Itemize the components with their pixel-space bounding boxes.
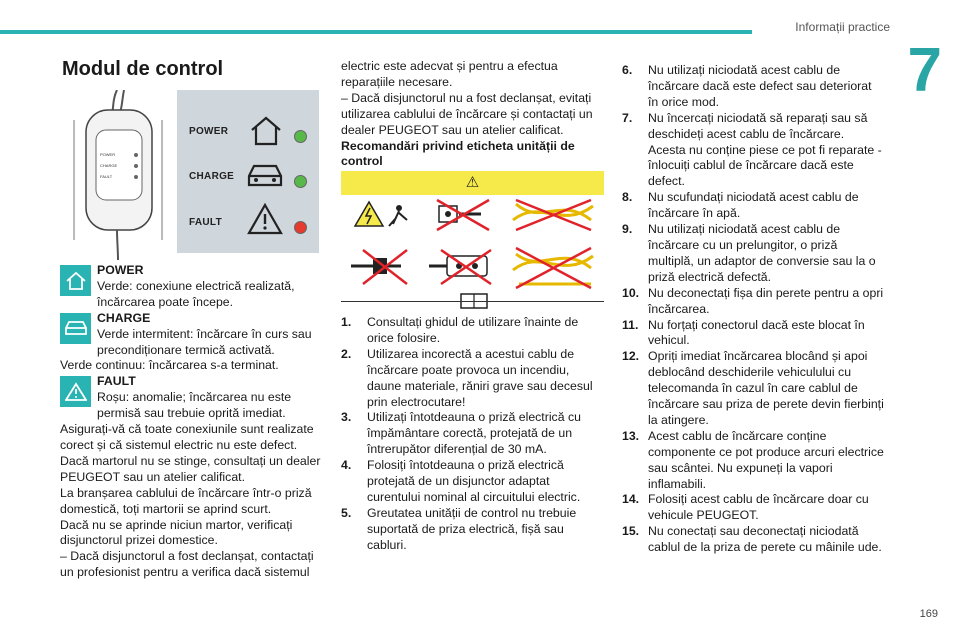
power-text: Verde: conexiune electrică realizată, încărcarea poate începe.: [97, 278, 295, 309]
list-item: 7. Nu încercați niciodată să reparați sau să deschideți acest cablu de încărcare. Acesta nu conține piese ce pot fi reparate - înlocuiți cablul de încărcare dacă este defect.: [622, 110, 882, 189]
fault-text-tripped: – Dacă disjunctorul a fost declanșat, contactați un profesionist pentru a verifica dacă sistemul: [60, 549, 314, 580]
list-item: 14. Folosiți acest cablu de încărcare doar cu vehicule PEUGEOT.: [622, 492, 869, 523]
recommendations-list-part1: [341, 315, 603, 554]
charge-text-steady: Verde continuu: încărcarea s-a terminat.: [60, 358, 279, 373]
house-icon: [249, 115, 283, 147]
recommendations-list-part2: [622, 63, 884, 556]
list-item: 5. Greutatea unității de control nu trebuie suportată de priza electrică, fișă sau cabluri.: [341, 505, 577, 552]
no-coiled-cable-icon: [513, 200, 593, 230]
continued-text: electric este adecvat și pentru a efectua reparațiile necesare.: [341, 59, 558, 89]
page-title: Modul de control: [62, 58, 224, 80]
no-adapter-icon: [429, 250, 491, 284]
indicator-fault: [60, 374, 322, 581]
charge-label: CHARGE: [97, 310, 151, 325]
warning-triangle-icon: ⚠: [465, 174, 480, 191]
indicator-panel-illustration: [177, 90, 319, 253]
svg-text:FAULT: FAULT: [100, 174, 113, 179]
warning-banner: [341, 171, 604, 195]
house-icon: [60, 265, 91, 296]
panel-label-fault: FAULT: [189, 217, 222, 228]
not-tripped-text: – Dacă disjunctorul nu a fost declanșat, evitați utilizarea cablului de încărcare și contactați un dealer PEUGEOT sau un atelier calificat.: [341, 90, 593, 137]
list-item: 10. Nu deconectați fișa din perete pentru a opri încărcarea.: [622, 285, 884, 316]
column-1: [60, 263, 322, 581]
list-item: 2. Utilizarea incorectă a acestui cablu de încărcare poate provoca un incendiu, daune materiale, răniri grave sau decesul prin electrocutare!: [341, 346, 593, 409]
list-item: 4. Folosiți întotdeauna o priză electrică protejată de un disjunctor adaptat curentului nominal al circuitului electric.: [341, 458, 581, 504]
power-led: [294, 130, 307, 143]
fault-text-breaker: Dacă nu se aprinde niciun martor, verificați disjunctorul prizei domestice.: [60, 517, 293, 548]
list-item: 13. Acest cablu de încărcare conține componente ce pot produce arcuri electrice sau scântei. Nu expuneți la vapori inflamabili.: [622, 428, 884, 491]
warning-triangle-icon: [247, 202, 283, 236]
car-icon: [245, 160, 285, 190]
no-multi-socket-icon: [437, 200, 489, 230]
panel-label-power: POWER: [189, 126, 229, 137]
list-item: 1. Consultați ghidul de utilizare înainte de orice folosire.: [341, 315, 579, 345]
fault-label: FAULT: [97, 374, 136, 389]
list-item: 3. Utilizați întotdeauna o priză electrică cu împământare corectă, protejată de un întrerupător diferențial de 30 mA.: [341, 410, 581, 457]
no-coiled-cable-icon: [513, 248, 593, 288]
column-2: [341, 59, 603, 170]
warning-triangle-icon: [60, 376, 91, 407]
fault-text-dealer: Dacă martorul nu se stinge, consultați un dealer PEUGEOT sau un atelier calificat.: [60, 453, 321, 484]
label-recommendations-heading: Recomandări privind eticheta unității de control: [341, 138, 575, 169]
list-item: 11. Nu forțați conectorul dacă este blocat în vehicul.: [622, 317, 865, 348]
pictogram-divider: [341, 301, 604, 302]
control-unit-illustration: [62, 90, 172, 260]
list-item: 12. Opriți imediat încărcarea blocând și apoi deblocând deschiderile vehiculului cu telecomanda în cazul în care cablul de încărcare sau priza de perete devin fierbinți la atingere.: [622, 349, 884, 427]
label-pictograms: [341, 196, 604, 311]
charge-text-blinking: Verde intermitent: încărcare în curs sau precondiționare termică activată.: [97, 326, 312, 357]
fault-led: [294, 221, 307, 234]
list-item: 8. Nu scufundați niciodată acest cablu de încărcare în apă.: [622, 190, 859, 221]
list-item: 6. Nu utilizați niciodată acest cablu de încărcare dacă este defect sau deteriorat în orice mod.: [622, 63, 872, 109]
fault-text-anomaly: Roșu: anomalie; încărcarea nu este permisă sau trebuie oprită imediat. Asigurați-vă că toate conexiunile sunt realizate corect și că sistemul electric nu este defect.: [60, 390, 314, 452]
list-item: 9. Nu utilizați niciodată acest cablu de încărcare cu un prelungitor, o priză multiplă, un adaptor de conversie sau la o priză electrică defectă.: [622, 222, 876, 284]
svg-text:CHARGE: CHARGE: [100, 163, 118, 168]
fault-text-domestic: La branșarea cablului de încărcare într-o priză domestică, toți martorii se aprind scurt.: [60, 485, 312, 516]
chapter-number: 7: [907, 36, 942, 105]
header-accent-bar: [0, 30, 752, 34]
indicator-power: [60, 263, 322, 311]
no-extension-cord-icon: [351, 250, 407, 284]
svg-text:POWER: POWER: [100, 152, 116, 157]
charge-led: [294, 175, 307, 188]
electric-shock-icon: [355, 202, 407, 226]
power-label: POWER: [97, 263, 144, 277]
section-title: Informații practice: [795, 20, 890, 34]
page-number: 169: [919, 608, 938, 620]
indicator-charge: [60, 311, 322, 375]
panel-label-charge: CHARGE: [189, 171, 235, 182]
car-icon: [60, 313, 91, 344]
list-item: 15. Nu conectați sau deconectați niciodată cablul de la priza de perete cu mâinile ude.: [622, 524, 882, 555]
